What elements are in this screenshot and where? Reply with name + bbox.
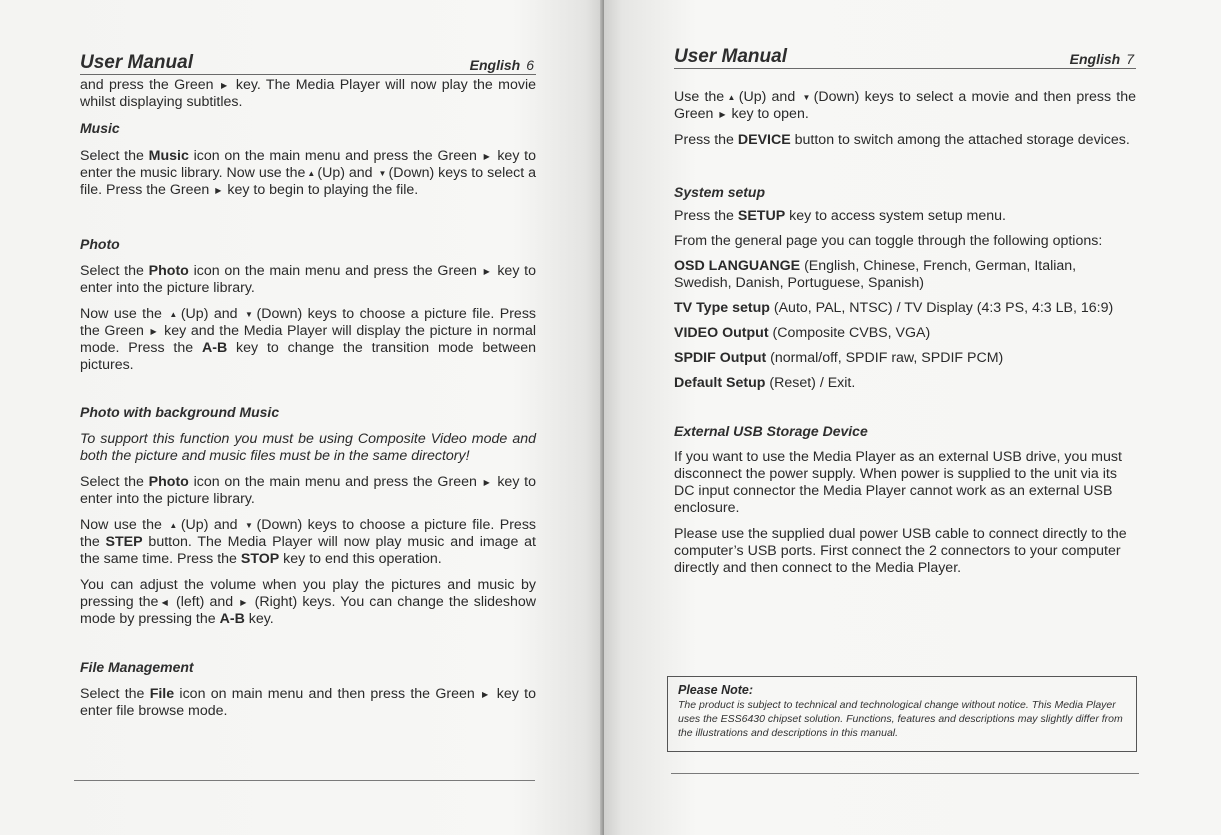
section-heading-photo-music: Photo with background Music — [80, 404, 280, 420]
right-arrow-icon: ▶ — [483, 478, 491, 487]
setup-osd-language: OSD LANGUANGE (English, Chinese, French, German, Italian, Swedish, Danish, Portuguese, Spanish) — [674, 258, 1077, 291]
setup-default: Default Setup (Reset) / Exit. — [674, 375, 856, 391]
right-arrow-icon: ▶ — [483, 267, 491, 276]
up-arrow-icon: ▲ — [307, 169, 316, 178]
setup-paragraph-1: Press the SETUP key to access system setup menu. — [674, 208, 1006, 224]
up-arrow-icon: ▲ — [169, 310, 179, 319]
setup-paragraph-2: From the general page you can toggle through the following options: — [674, 233, 1103, 249]
header-page-number: English 7 — [1069, 51, 1134, 67]
right-page — [604, 0, 1221, 835]
right-arrow-icon: ▶ — [482, 690, 490, 699]
right-arrow-icon: ▶ — [483, 152, 491, 161]
left-column — [80, 52, 536, 720]
note-box — [667, 676, 1137, 752]
left-arrow-icon: ◀ — [160, 598, 169, 607]
setup-spdif-output: SPDIF Output (normal/off, SPDIF raw, SPDIF PCM) — [674, 350, 1004, 366]
photo-music-note: To support this function you must be using Composite Video mode and both the picture and music files must be in the same directory! — [80, 431, 536, 464]
up-arrow-icon: ▲ — [726, 93, 737, 102]
right-arrow-icon: ▶ — [150, 327, 158, 336]
section-heading-usb: External USB Storage Device — [674, 423, 868, 439]
header-title: User Manual — [674, 46, 787, 67]
photo-music-paragraph-3: Now use the ▲ (Up) and ▼ (Down) keys to choose a picture file. Press the STEP button. The Media Player will now play music and image at the same time. Press the STOP key to end this operation. — [80, 517, 537, 567]
file-management-paragraph: Select the File icon on main menu and then press the Green ▶ key to enter file browse mode. — [80, 686, 536, 719]
down-arrow-icon: ▼ — [245, 310, 255, 319]
right-arrow-icon: ▶ — [719, 110, 726, 119]
setup-video-output: VIDEO Output (Composite CVBS, VGA) — [674, 325, 931, 341]
right-header — [674, 46, 1136, 69]
usb-paragraph-2: Please use the supplied dual power USB cable to connect directly to the computer’s USB ports. First connect the 2 connectors to your computer directly and then connect to the Media Player. — [674, 526, 1127, 576]
left-page — [0, 0, 604, 835]
section-heading-music: Music — [80, 120, 120, 136]
down-arrow-icon: ▼ — [802, 93, 812, 102]
photo-paragraph-1: Select the Photo icon on the main menu and press the Green ▶ key to enter into the picture library. — [80, 263, 536, 296]
left-header — [80, 52, 536, 75]
header-page-number: English 6 — [469, 57, 534, 73]
section-heading-photo: Photo — [80, 236, 120, 252]
footer-rule — [671, 773, 1139, 774]
section-heading-file-management: File Management — [80, 659, 194, 675]
photo-music-paragraph-2: Select the Photo icon on the main menu and press the Green ▶ key to enter into the picture library. — [80, 474, 536, 507]
usb-paragraph-1: If you want to use the Media Player as an external USB drive, you must disconnect the power supply. When power is supplied to the unit via its DC input connector the Media Player cannot work as an external USB enclosure. — [674, 449, 1122, 516]
section-heading-system-setup: System setup — [674, 184, 766, 200]
footer-rule — [74, 780, 535, 781]
photo-music-paragraph-4: You can adjust the volume when you play the pictures and music by pressing the ◀ (left) and ▶ (Right) keys. You can change the slideshow mode by pressing the A-B key. — [80, 577, 537, 627]
photo-paragraph-2: Now use the ▲ (Up) and ▼ (Down) keys to choose a picture file. Press the Green ▶ key and the Media Player will display the picture in normal mode. Press the A-B key to change the transition mode between pictures. — [80, 306, 537, 373]
music-paragraph: Select the Music icon on the main menu and press the Green ▶ key to enter the music library. Now use the ▲ (Up) and ▼ (Down) keys to select a file. Press the Green ▶ key to begin to playing the file. — [80, 148, 537, 198]
down-arrow-icon: ▼ — [378, 169, 387, 178]
device-paragraph: Press the DEVICE button to switch among the attached storage devices. — [674, 132, 1130, 148]
note-title: Please Note: — [678, 683, 754, 697]
right-arrow-icon: ▶ — [220, 81, 229, 90]
right-column — [674, 46, 1136, 577]
movie-select-paragraph: Use the ▲ (Up) and ▼ (Down) keys to select a movie and then press the Green ▶ key to open. — [674, 89, 1137, 122]
right-arrow-icon: ▶ — [215, 186, 222, 195]
header-title: User Manual — [80, 52, 193, 73]
up-arrow-icon: ▲ — [169, 521, 179, 530]
intro-paragraph: and press the Green ▶ key. The Media Player will now play the movie whilst displaying subtitles. — [80, 77, 536, 110]
setup-tv-type: TV Type setup (Auto, PAL, NTSC) / TV Display (4:3 PS, 4:3 LB, 16:9) — [674, 300, 1114, 316]
right-arrow-icon: ▶ — [240, 598, 248, 607]
note-text: The product is subject to technical and technological change without notice. This Media Player uses the ESS6430 chipset solution. Functions, features and descriptions may slightly differ from the illustrations and descriptions in this manual. — [678, 699, 1123, 739]
down-arrow-icon: ▼ — [245, 521, 255, 530]
